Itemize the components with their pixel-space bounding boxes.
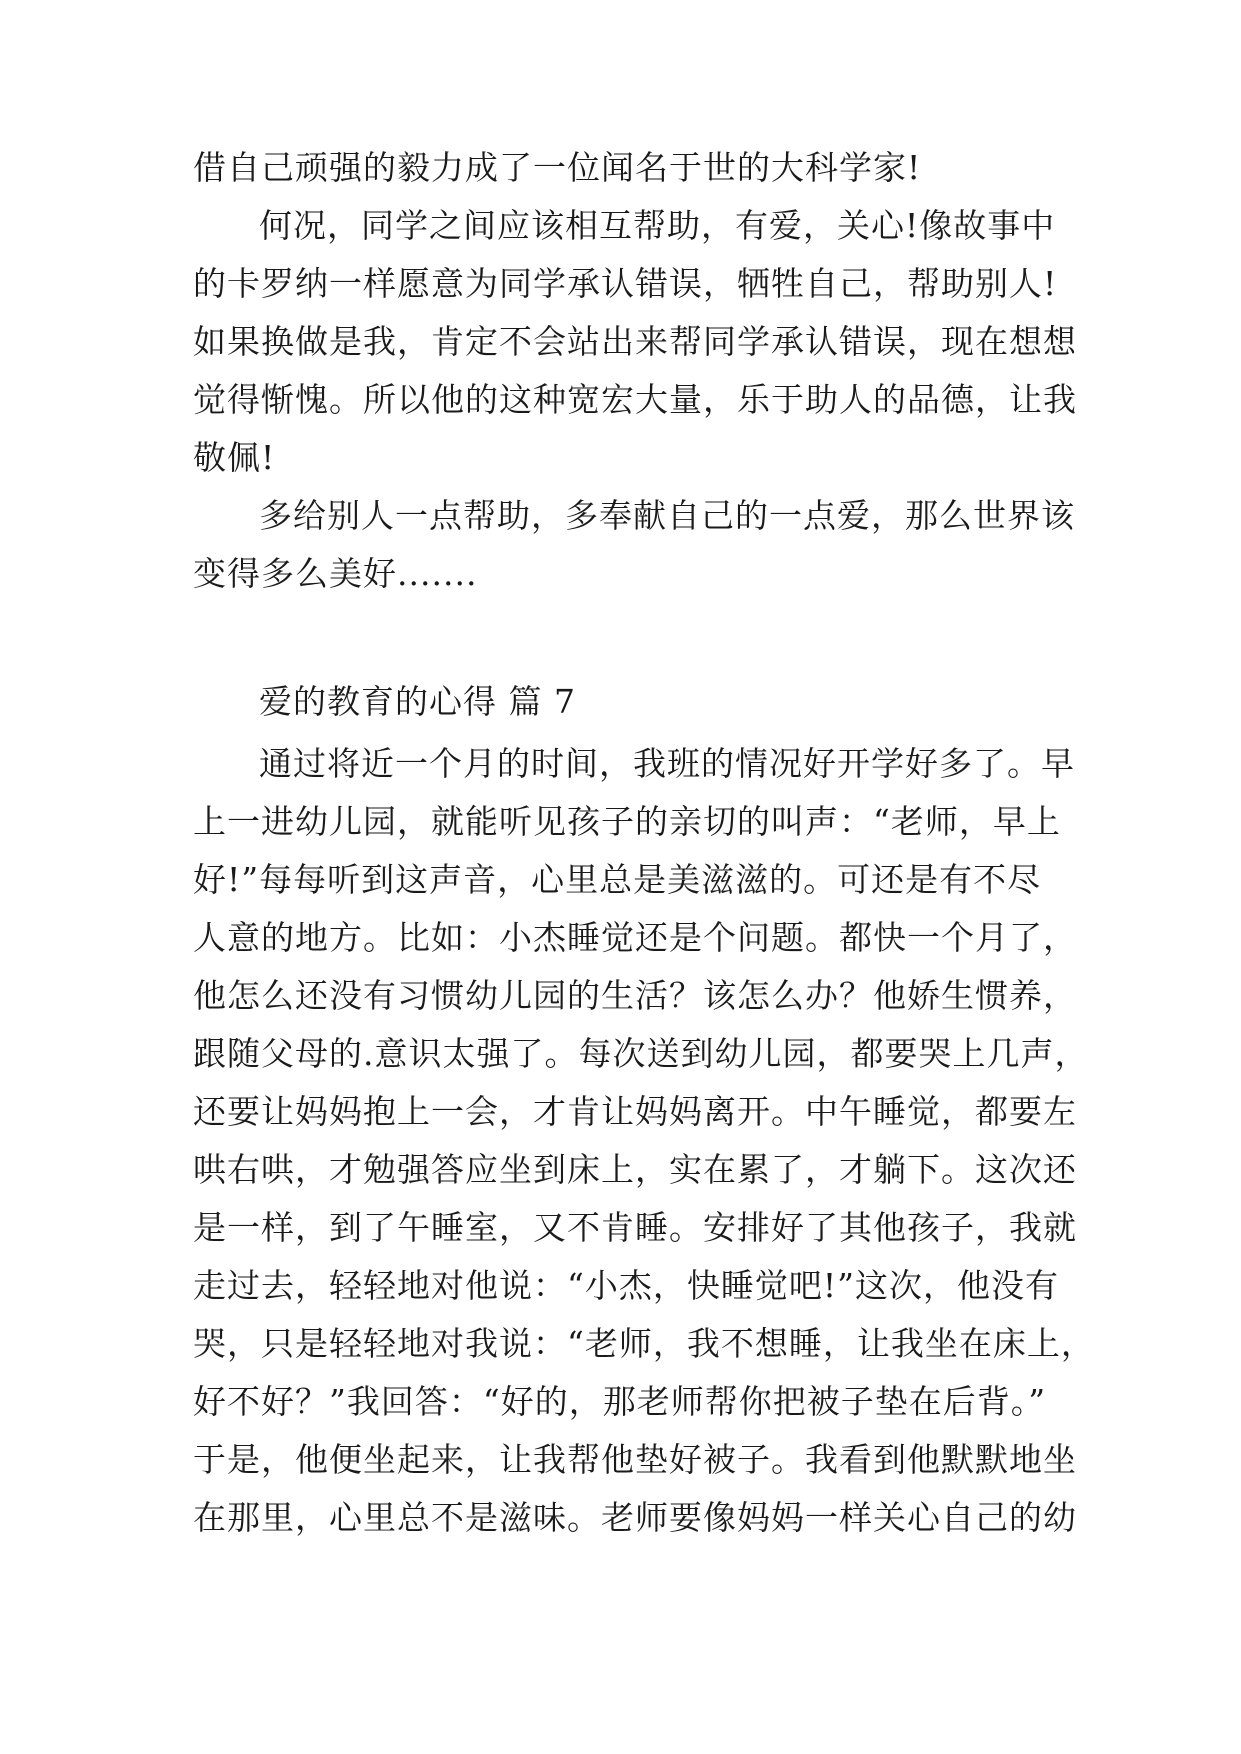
paragraph-line: 觉得惭愧。所以他的这种宽宏大量，乐于助人的品德，让我 [193,380,1077,419]
paragraph-line: 哭，只是轻轻地对我说：“老师，我不想睡，让我坐在床上， [193,1324,1095,1363]
paragraph-line: 的卡罗纳一样愿意为同学承认错误，牺牲自己，帮助别人! [193,264,1058,303]
paragraph-line: 他怎么还没有习惯幼儿园的生活？该怎么办？他娇生惯养， [193,976,1077,1015]
paragraph-line: 是一样，到了午睡室，又不肯睡。安排好了其他孩子，我就 [193,1208,1077,1247]
paragraph-line: 走过去，轻轻地对他说：“小杰，快睡觉吧!”这次，他没有 [193,1266,1060,1305]
paragraph-line: 跟随父母的.意识太强了。每次送到幼儿园，都要哭上几声， [193,1034,1089,1073]
paragraph-line: 敬佩! [193,438,276,477]
paragraph-line: 于是，他便坐起来，让我帮他垫好被子。我看到他默默地坐 [193,1440,1077,1479]
paragraph-line: 如果换做是我，肯定不会站出来帮同学承认错误，现在想想 [193,322,1077,361]
paragraph-line: 何况，同学之间应该相互帮助，有爱，关心!像故事中 [259,206,1056,245]
paragraph-line: 还要让妈妈抱上一会，才肯让妈妈离开。中午睡觉，都要左 [193,1092,1077,1131]
paragraph-line: 哄右哄，才勉强答应坐到床上，实在累了，才躺下。这次还 [193,1150,1077,1189]
paragraph-line: 通过将近一个月的时间，我班的情况好开学好多了。早 [259,744,1075,783]
document-body [193,0,1095,1754]
paragraph-line: 好!”每每听到这声音，心里总是美滋滋的。可还是有不尽 [193,860,1042,899]
paragraph-line: 好不好？”我回答：“好的，那老师帮你把被子垫在后背。” [193,1382,1047,1421]
paragraph-line: 在那里，心里总不是滋味。老师要像妈妈一样关心自己的幼 [193,1498,1077,1537]
paragraph-line: 多给别人一点帮助，多奉献自己的一点爱，那么世界该 [259,496,1075,535]
paragraph-line: 借自己顽强的毅力成了一位闻名于世的大科学家! [193,148,922,187]
paragraph-line: 上一进幼儿园，就能听见孩子的亲切的叫声：“老师，早上 [193,802,1061,841]
paragraph-line: 变得多么美好....... [193,554,478,593]
paragraph-line: 人意的地方。比如：小杰睡觉还是个问题。都快一个月了， [193,918,1077,957]
section-heading: 爱的教育的心得 篇 7 [259,682,576,721]
